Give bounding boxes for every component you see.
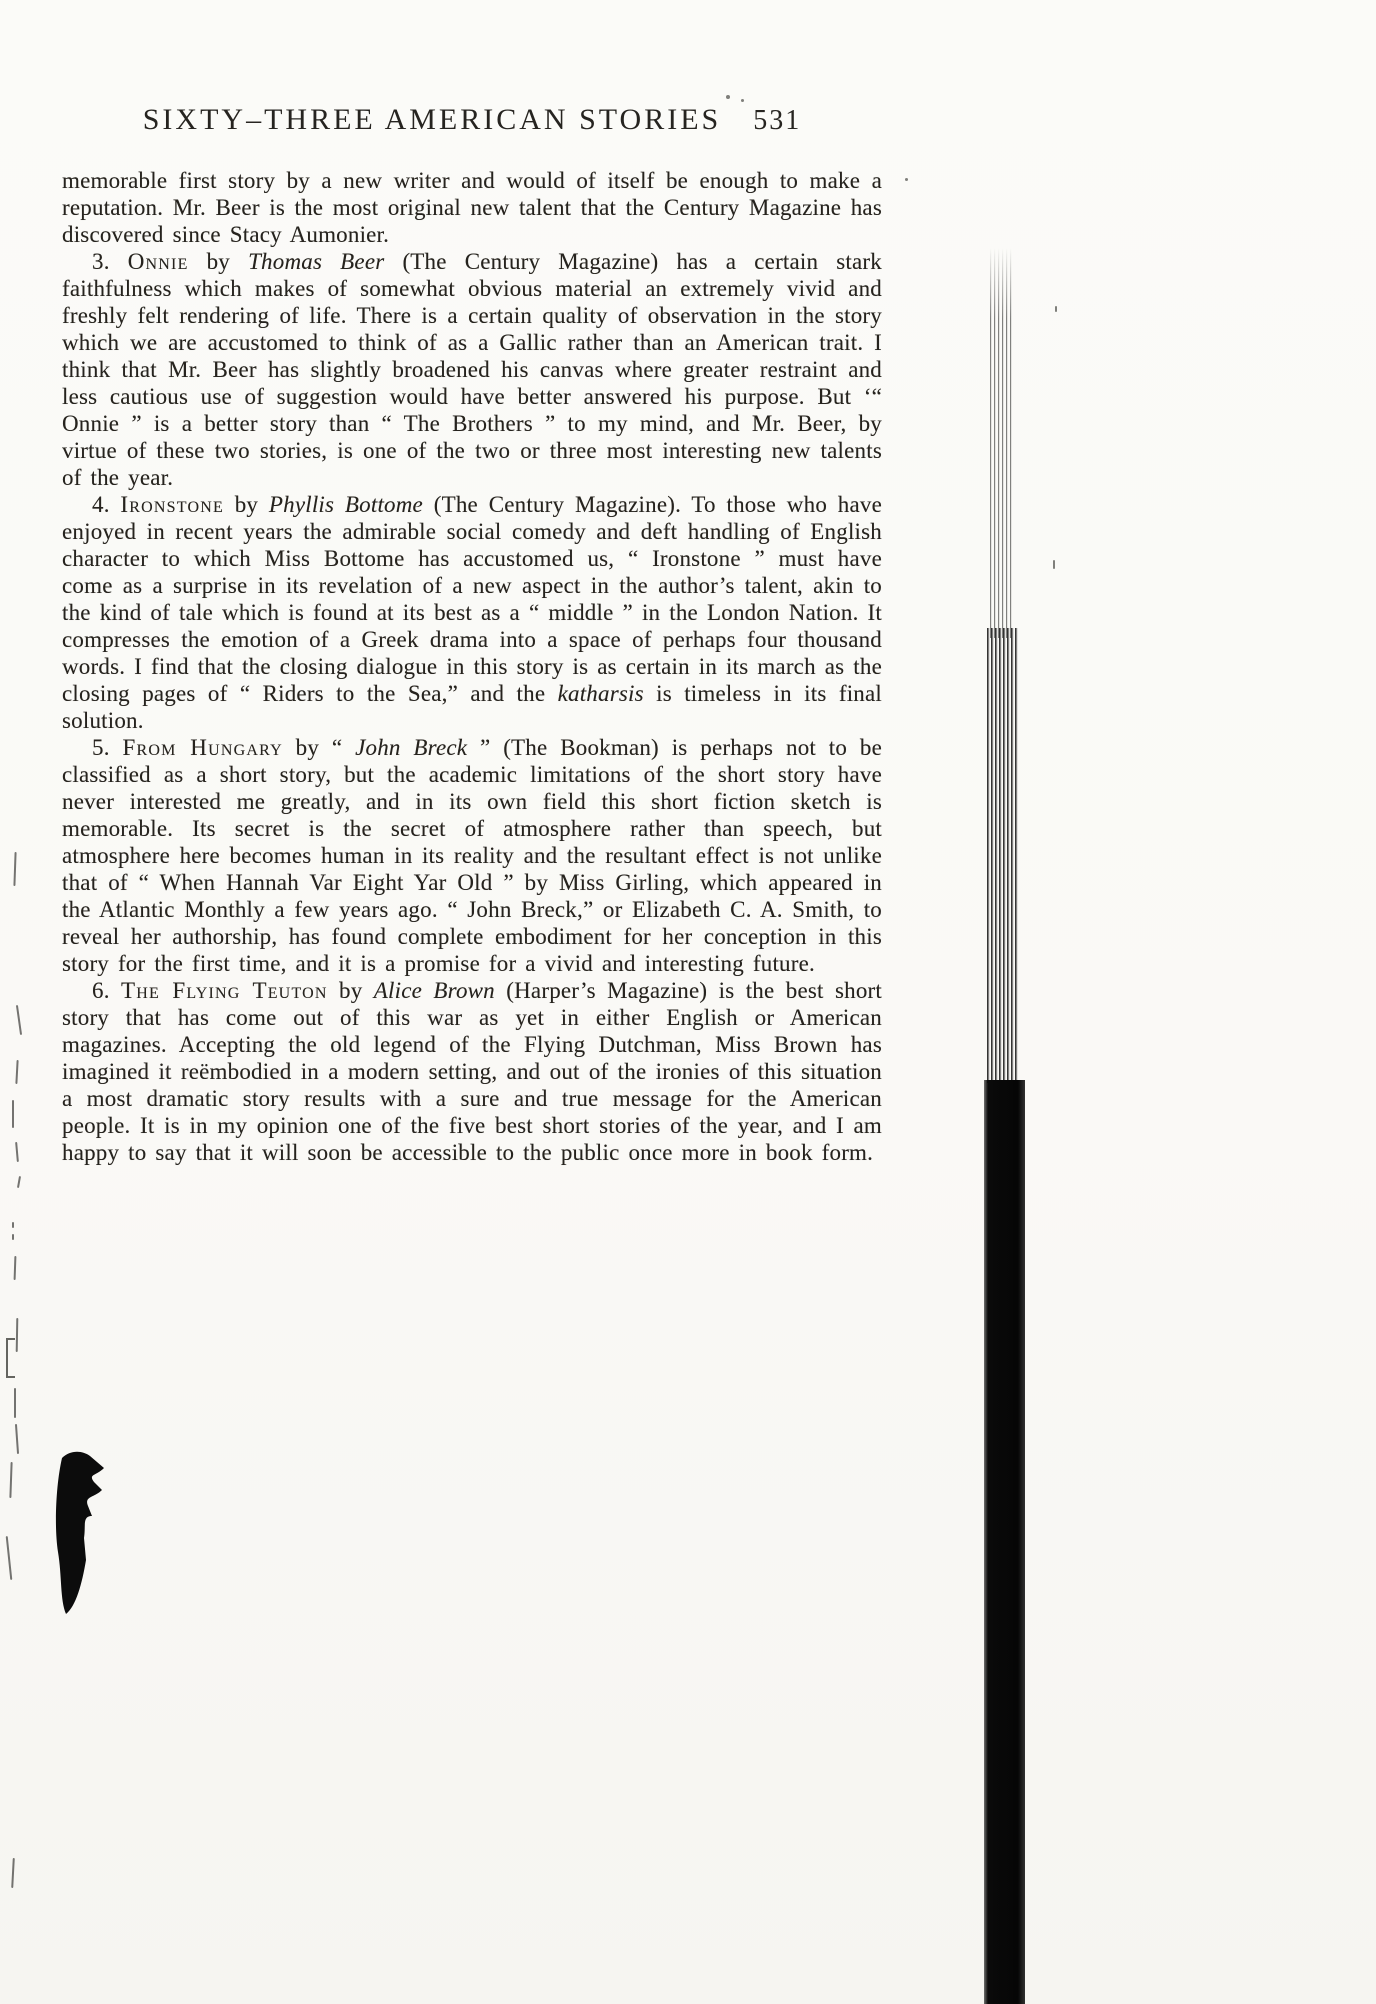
- text-run-smallcaps: From Hungary: [122, 735, 283, 760]
- text-run: memorable first story by a new writer and would of itself be enough to make a reputation. Mr. Beer is the most original new talent that the Century Magazine has discovered since Stacy Aumonier.: [62, 168, 882, 247]
- paragraph: [62, 167, 882, 248]
- scan-speck: [741, 99, 744, 102]
- margin-mark: [12, 1234, 14, 1240]
- paragraph: [62, 977, 882, 1166]
- margin-mark: [12, 1100, 14, 1128]
- text-run: by: [188, 249, 249, 274]
- paragraph: [62, 734, 882, 977]
- margin-mark: [15, 1060, 18, 1084]
- text-run-italic: katharsis: [557, 681, 644, 706]
- margin-mark: [11, 1858, 15, 1888]
- text-run-smallcaps: Ironstone: [120, 492, 224, 517]
- scan-streak-top: [990, 248, 1014, 638]
- text-run: by “: [282, 735, 356, 760]
- scan-speck: [1053, 560, 1055, 569]
- scan-streak-middle: [987, 628, 1018, 1083]
- margin-bracket-mark: [6, 1338, 15, 1378]
- margin-mark: [6, 1536, 13, 1580]
- paragraph: [62, 248, 882, 491]
- scan-streak-bottom: [984, 1080, 1025, 2004]
- margin-mark: [13, 852, 16, 886]
- text-run-italic: Alice Brown: [373, 978, 495, 1003]
- margin-mark: [17, 1176, 21, 1188]
- text-run: (The Century Magazine) has a certain stark faithfulness which makes of somewhat obvious material an extremely vivid and freshly felt rendering of life. There is a certain quality of observation in the story which we are accustomed to think of as a Gallic rather than an American trait. I think that Mr. Beer has slightly broadened his canvas where greater restraint and less cautious use of suggestion would have better answered his purpose. But ‘“ Onnie ” is a better story than “ The Brothers ” to my mind, and Mr. Beer, by virtue of these two stories, is one of the two or three most interesting new talents of the year.: [62, 249, 882, 490]
- margin-mark: [15, 1424, 19, 1454]
- scan-speck: [726, 95, 730, 99]
- text-run: 3.: [92, 249, 128, 274]
- text-run: (Harper’s Magazine) is the best short story that has come out of this war as yet in either English or American magazines. Accepting the old legend of the Flying Dutchman, Miss Brown has imagined it reëmbodied in a modern setting, and out of the ironies of this situation a most dramatic story results with a sure and true message for the American people. It is in my opinion one of the five best short stories of the year, and I am happy to say that it will soon be accessible to the public once more in book form.: [62, 978, 882, 1165]
- page-title: SIXTY–THREE AMERICAN STORIES: [142, 103, 722, 136]
- margin-mark: [16, 1318, 19, 1352]
- scan-speck: [905, 178, 908, 181]
- text-run-italic: Thomas Beer: [248, 249, 385, 274]
- text-run: by: [223, 492, 269, 517]
- margin-mark: [9, 1462, 12, 1498]
- text-run: 6.: [92, 978, 122, 1003]
- margin-mark: [15, 1142, 19, 1162]
- text-run-italic: Phyllis Bottome: [268, 492, 423, 517]
- text-run: 5.: [92, 735, 123, 760]
- text-run: 4.: [92, 492, 121, 517]
- margin-mark: [14, 1256, 17, 1280]
- text-run-smallcaps: The Flying Teuton: [121, 978, 328, 1003]
- text-run-italic: John Breck: [355, 735, 468, 760]
- text-run-smallcaps: Onnie: [127, 249, 189, 274]
- page-header: [62, 103, 882, 137]
- margin-mark: [12, 1222, 14, 1228]
- paragraph: [62, 491, 882, 734]
- text-run: ” (The Bookman) is perhaps not to be classified as a short story, but the academic limitations of the short story have never interested me greatly, and in its own field this short fiction sketch is memorable. Its secret is the secret of atmosphere rather than speech, but atmosphere here becomes human in its reality and the resultant effect is not unlike that of “ When Hannah Var Eight Yar Old ” by Miss Girling, which appeared in the Atlantic Monthly a few years ago. “ John Breck,” or Elizabeth C. A. Smith, to reveal her authorship, has found complete embodiment for her conception in this story for the first time, and it is a promise for a vivid and interesting future.: [62, 735, 882, 976]
- page-number: 531: [753, 105, 802, 136]
- text-run: (The Century Magazine). To those who have enjoyed in recent years the admirable social comedy and deft handling of English character to which Miss Bottome has accustomed us, “ Ironstone ” must have come as a surprise in its revelation of a new aspect in the author’s talent, akin to the kind of tale which is found at its best as a “ middle ” in the London Nation. It compresses the emotion of a Greek drama into a space of perhaps four thousand words. I find that the closing dialogue in this story is as certain in its march as the closing pages of “ Riders to the Sea,” and the: [62, 492, 882, 706]
- scan-speck: [1055, 306, 1057, 312]
- scan-streak-artifact: [980, 248, 1044, 2004]
- margin-mark: [14, 1388, 16, 1418]
- paragraphs: [62, 167, 882, 1166]
- margin-mark: [16, 1005, 22, 1035]
- ink-blot-artifact: [52, 1448, 116, 1620]
- text-run: by: [327, 978, 374, 1003]
- text-run: is timeless in its final solution.: [62, 681, 882, 733]
